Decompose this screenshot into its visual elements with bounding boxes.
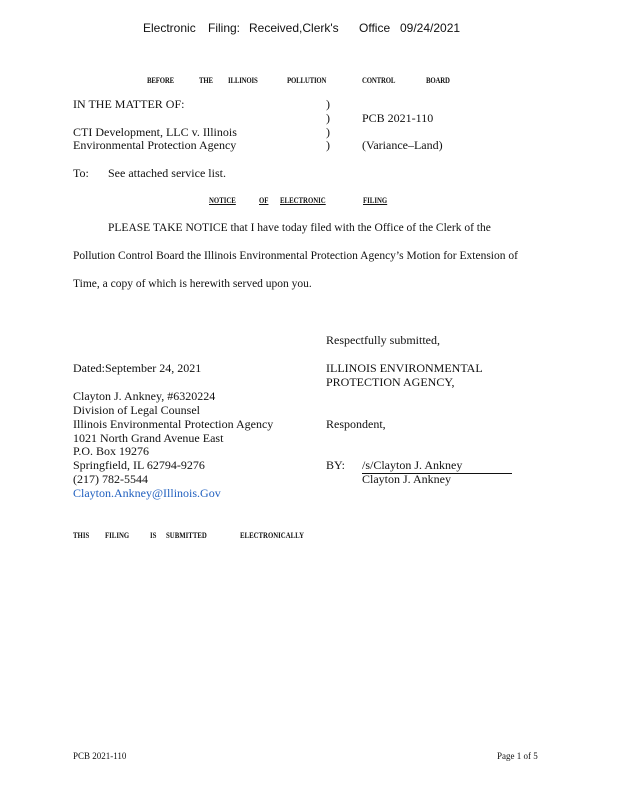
counsel-name: Clayton J. Ankney, #6320224 — [73, 389, 216, 403]
counsel-po-box: P.O. Box 19276 — [73, 444, 150, 458]
parties-line1: CTI Development, LLC v. Illinois — [73, 125, 237, 139]
caption-word: BOARD — [426, 76, 450, 85]
body-line3: Time, a copy of which is herewith served upon you. — [73, 278, 312, 290]
notice-title-word: NOTICE — [209, 196, 236, 205]
notice-title-word: ELECTRONIC — [280, 196, 326, 205]
paren: ) — [326, 97, 330, 111]
by-label: BY: — [326, 458, 345, 472]
notice-title-word: FILING — [363, 196, 388, 205]
electronic-notice-word: IS — [150, 531, 157, 540]
counsel-division: Division of Legal Counsel — [73, 403, 200, 417]
paren: ) — [326, 125, 330, 139]
paren: ) — [326, 111, 330, 125]
caption-word: BEFORE — [147, 76, 174, 85]
agency-line2: PROTECTION AGENCY, — [326, 375, 455, 389]
header-electronic: Electronic — [143, 21, 196, 35]
caption-word: ILLINOIS — [228, 76, 258, 85]
counsel-city: Springfield, IL 62794-9276 — [73, 458, 205, 472]
electronic-notice-word: ELECTRONICALLY — [240, 531, 304, 540]
footer-page-number: Page 1 of 5 — [497, 751, 538, 761]
agency-line1: ILLINOIS ENVIRONMENTAL — [326, 361, 483, 375]
body-line1: PLEASE TAKE NOTICE that I have today filed with the Office of the Clerk of the — [108, 222, 491, 234]
header-filing: Filing: — [208, 21, 241, 35]
to-text: See attached service list. — [108, 166, 226, 180]
signature: /s/Clayton J. Ankney — [362, 458, 512, 474]
footer-case-number: PCB 2021-110 — [73, 751, 127, 761]
dated: Dated:September 24, 2021 — [73, 361, 202, 375]
counsel-email-link[interactable]: Clayton.Ankney@Illinois.Gov — [73, 486, 221, 500]
counsel-phone: (217) 782-5544 — [73, 472, 148, 486]
header-office: Office — [359, 21, 391, 35]
electronic-notice-word: SUBMITTED — [166, 531, 207, 540]
signer-name: Clayton J. Ankney — [362, 472, 451, 486]
counsel-street: 1021 North Grand Avenue East — [73, 431, 224, 445]
electronic-notice-word: THIS — [73, 531, 90, 540]
case-number: PCB 2021-110 — [362, 111, 434, 125]
case-type: (Variance–Land) — [362, 138, 443, 152]
paren: ) — [326, 138, 330, 152]
caption-word: THE — [199, 76, 213, 85]
in-the-matter: IN THE MATTER OF: — [73, 97, 185, 111]
header-received: Received,Clerk's — [249, 21, 339, 35]
electronic-notice-word: FILING — [105, 531, 130, 540]
respectfully-submitted: Respectfully submitted, — [326, 333, 440, 347]
header-date: 09/24/2021 — [400, 21, 461, 35]
counsel-agency: Illinois Environmental Protection Agency — [73, 417, 274, 431]
notice-title-word: OF — [259, 196, 269, 205]
body-line2: Pollution Control Board the Illinois Environmental Protection Agency’s Motion for Extension of — [73, 250, 518, 262]
parties-line2: Environmental Protection Agency — [73, 138, 237, 152]
caption-word: POLLUTION — [287, 76, 327, 85]
respondent: Respondent, — [326, 417, 386, 431]
caption-word: CONTROL — [362, 76, 396, 85]
to-label: To: — [73, 166, 89, 180]
